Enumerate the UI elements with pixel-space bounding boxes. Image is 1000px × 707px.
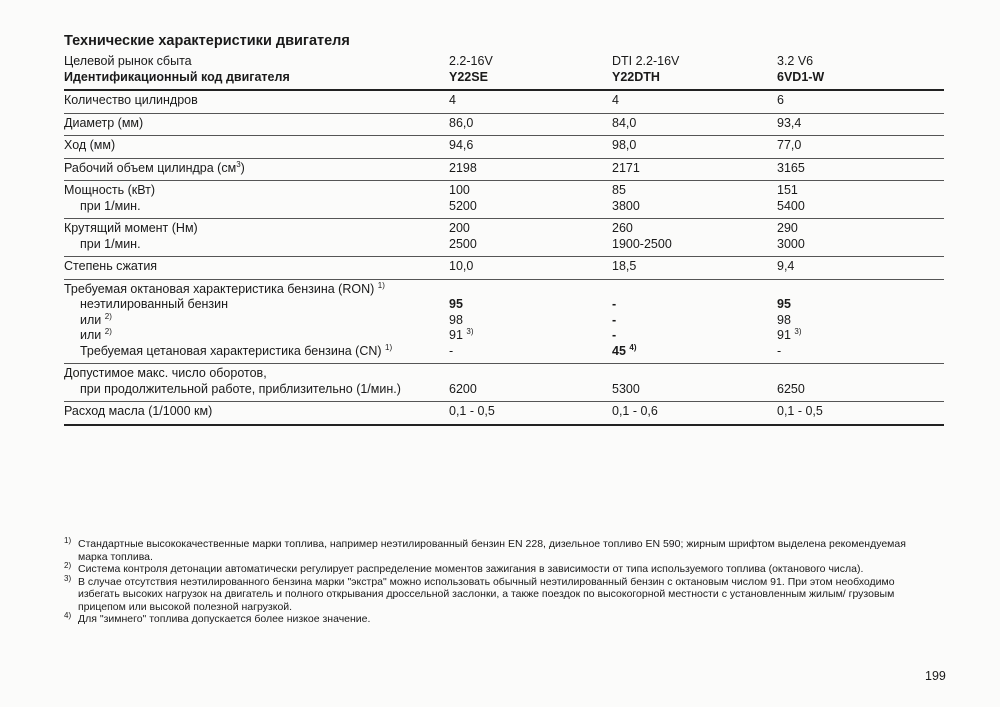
table-row — [64, 279, 944, 364]
value-line: 5200 — [449, 198, 477, 213]
row-sublabel: при 1/мин. — [80, 198, 141, 213]
row-sublabel: при 1/мин. — [80, 236, 141, 251]
footnote-mark: 4) — [64, 611, 72, 620]
row-sublabel — [64, 313, 449, 329]
header-col-2 — [612, 54, 777, 90]
cell-value: 10,0 — [449, 257, 612, 280]
cell-value — [777, 364, 944, 402]
market-value: 3.2 V6 — [777, 54, 814, 68]
row-label: Диаметр (мм) — [64, 113, 449, 136]
value-text: 91 — [777, 328, 791, 342]
market-value: 2.2-16V — [449, 54, 493, 68]
cell-value: 4 — [449, 90, 612, 113]
value-line: 3000 — [777, 236, 805, 251]
table-row — [64, 181, 944, 219]
table-row — [64, 219, 944, 257]
footnote — [64, 613, 924, 626]
row-label-text: Рабочий объем цилиндра (см — [64, 160, 237, 175]
footnote — [64, 538, 924, 563]
table-row — [64, 113, 944, 136]
value-line — [777, 366, 944, 382]
engine-code-label: Идентификационный код двигателя — [64, 69, 290, 84]
table-row — [64, 158, 944, 181]
engine-code-value: 6VD1-W — [777, 69, 825, 84]
cell-value: 4 — [612, 90, 777, 113]
cell-value — [449, 219, 612, 257]
footnotes — [64, 538, 924, 626]
value-line: 98 — [449, 312, 463, 327]
value-line — [612, 328, 777, 344]
row-label — [64, 279, 449, 364]
value-line: 85 — [612, 183, 626, 197]
page-number: 199 — [925, 669, 946, 683]
row-label: Расход масла (1/1000 км) — [64, 402, 449, 425]
footnote — [64, 563, 924, 576]
value-line: 98 — [777, 312, 791, 327]
cell-value — [777, 219, 944, 257]
superscript: 4) — [629, 342, 637, 352]
row-label: Ход (мм) — [64, 136, 449, 159]
value-line: 100 — [449, 183, 470, 197]
row-sublabel: неэтилированный бензин — [80, 297, 229, 311]
value-line: 200 — [449, 221, 470, 235]
value-line: 6250 — [777, 381, 805, 396]
page-title: Технические характеристики двигателя — [64, 33, 350, 49]
cell-value: 98,0 — [612, 136, 777, 159]
superscript: 1) — [385, 342, 393, 352]
value-text: - — [612, 328, 617, 342]
engine-specs-table — [64, 54, 944, 426]
value-line: 290 — [777, 221, 798, 235]
row-label-text: Крутящий момент (Нм) — [64, 221, 198, 235]
cell-value — [449, 181, 612, 219]
footnote-mark: 3) — [64, 573, 72, 583]
row-label — [64, 364, 449, 402]
value-line — [612, 344, 777, 360]
value-line: 95 — [449, 297, 463, 311]
row-label-text: Допустимое макс. число оборотов, — [64, 366, 267, 380]
cell-value — [612, 364, 777, 402]
value-line: 2500 — [449, 236, 477, 251]
cell-value — [449, 279, 612, 364]
superscript: 3) — [794, 327, 802, 336]
superscript: 2) — [104, 327, 112, 336]
value-line — [777, 328, 944, 344]
footnote-text: Стандартные высококачественные марки топлива, например неэтилированный бензин EN 228, дизельное топливо EN 590; жирным шрифтом выделена рекомендуемая марка топлива. — [78, 538, 906, 563]
engine-code-value: Y22SE — [449, 69, 488, 84]
superscript: 3 — [236, 159, 241, 169]
cell-value: 0,1 - 0,6 — [612, 402, 777, 425]
row-label — [64, 219, 449, 257]
value-line — [777, 344, 944, 360]
value-line: 5300 — [612, 381, 640, 396]
value-text: - — [777, 343, 782, 358]
value-line — [449, 328, 612, 344]
cell-value — [449, 364, 612, 402]
cell-value: 18,5 — [612, 257, 777, 280]
row-label — [64, 158, 449, 181]
superscript: 1) — [377, 280, 385, 290]
row-label-text: Мощность (кВт) — [64, 183, 156, 197]
value-line — [449, 366, 612, 382]
value-line: - — [612, 297, 617, 311]
cell-value — [612, 219, 777, 257]
label-text: или — [80, 328, 102, 342]
value-line: - — [612, 312, 617, 327]
table-row — [64, 257, 944, 280]
header-label-cell — [64, 54, 449, 90]
header-col-1 — [449, 54, 612, 90]
value-text: - — [449, 343, 454, 358]
cell-value: 3165 — [777, 158, 944, 181]
row-label-close: ) — [240, 160, 245, 175]
row-label — [64, 181, 449, 219]
footnote — [64, 573, 924, 614]
footnote-text: Для "зимнего" топлива допускается более низкое значение. — [78, 613, 371, 625]
cell-value: 77,0 — [777, 136, 944, 159]
value-line: 5400 — [777, 198, 805, 213]
engine-code-value: Y22DTH — [612, 69, 660, 84]
value-line: 3800 — [612, 198, 640, 213]
footnote-mark: 1) — [64, 536, 72, 545]
value-line: 151 — [777, 183, 798, 197]
row-sublabel — [64, 328, 449, 344]
row-label-text — [64, 282, 449, 298]
cell-value — [612, 181, 777, 219]
market-value: DTI 2.2-16V — [612, 54, 680, 68]
market-label: Целевой рынок сбыта — [64, 54, 192, 68]
cell-value — [777, 181, 944, 219]
value-line — [777, 282, 944, 298]
value-line: 6200 — [449, 381, 477, 396]
cell-value: 2171 — [612, 158, 777, 181]
value-line — [449, 282, 612, 298]
table-header — [64, 54, 944, 90]
footnote-mark: 2) — [64, 561, 72, 570]
cell-value: 9,4 — [777, 257, 944, 280]
cell-value — [777, 279, 944, 364]
table-row — [64, 402, 944, 425]
cell-value: 93,4 — [777, 113, 944, 136]
cell-value: 0,1 - 0,5 — [449, 402, 612, 425]
row-sublabel: при продолжительной работе, приблизительно (1/мин.) — [80, 381, 401, 396]
value-line — [612, 366, 777, 382]
table-row — [64, 364, 944, 402]
superscript: 3) — [466, 327, 474, 336]
value-line — [612, 282, 777, 298]
row-sublabel — [64, 344, 449, 360]
label-text: Требуемая октановая характеристика бензина (RON) — [64, 281, 375, 296]
superscript: 2) — [104, 311, 112, 321]
row-label: Степень сжатия — [64, 257, 449, 280]
label-text: или — [80, 312, 102, 327]
table-row — [64, 136, 944, 159]
value-line: 260 — [612, 221, 633, 235]
cell-value: 6 — [777, 90, 944, 113]
cell-value — [612, 279, 777, 364]
cell-value: 2198 — [449, 158, 612, 181]
cell-value: 86,0 — [449, 113, 612, 136]
footnote-text: В случае отсутствия неэтилированного бензина марки "экстра" можно использовать обычный неэтилированный бензин с октановым числом 91. При этом необходимо избегать высоких нагрузок на двигатель и полного открывания дроссельной заслонки, а также поездок по высокогорной местности с установленным жилым/ грузовым прицепом или высокой полезной нагрузкой. — [78, 575, 895, 613]
label-text: Требуемая цетановая характеристика бензина (CN) — [80, 343, 382, 358]
cell-value: 84,0 — [612, 113, 777, 136]
value-line: 95 — [777, 297, 791, 311]
cell-value: 0,1 - 0,5 — [777, 402, 944, 425]
cell-value: 94,6 — [449, 136, 612, 159]
value-line: 1900-2500 — [612, 236, 672, 251]
value-text: 45 — [612, 343, 626, 358]
header-col-3 — [777, 54, 944, 90]
row-label: Количество цилиндров — [64, 90, 449, 113]
table-row — [64, 90, 944, 113]
value-line — [449, 344, 612, 360]
footnote-text: Система контроля детонации автоматически регулирует распределение моментов зажигания в зависимости от типа используемого топлива (октанового числа). — [78, 563, 864, 575]
value-text: 91 — [449, 328, 463, 342]
